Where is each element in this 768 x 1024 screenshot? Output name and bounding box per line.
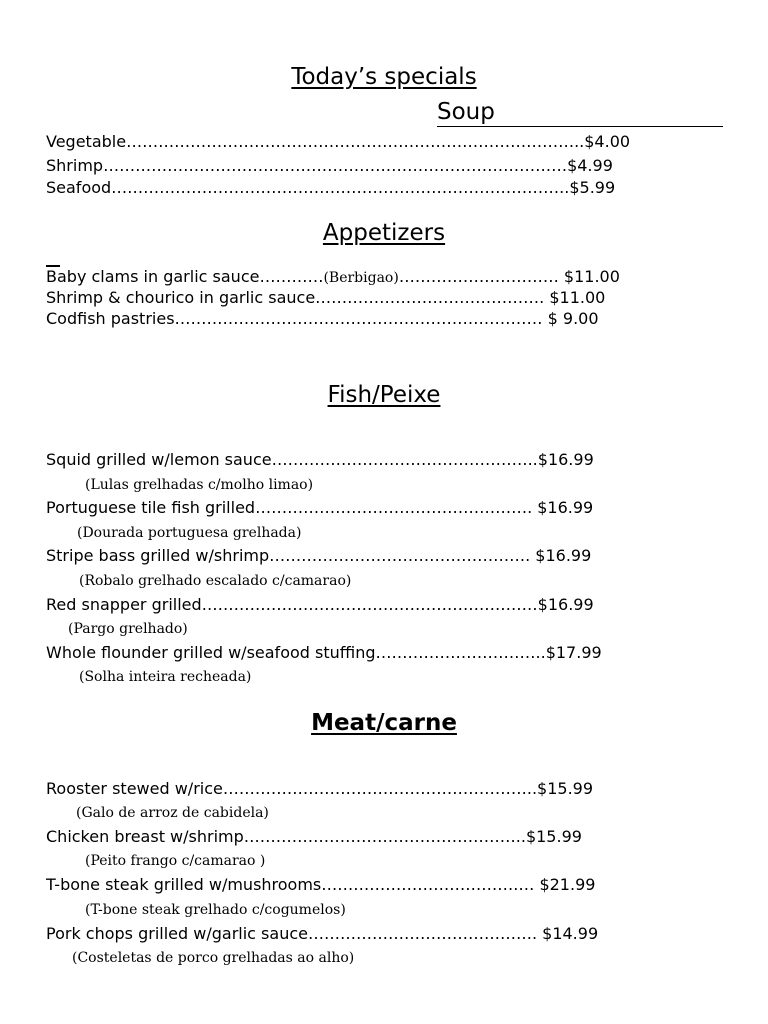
meat-item: Chicken breast w/shrimp……………………………………………..$15.99 [46,827,582,846]
appetizer-name: Baby clams in garlic sauce………… [46,267,324,286]
fish-item: Whole flounder grilled w/seafood stuffing…………………………..$17.99 [46,643,602,662]
meat-item: T-bone steak grilled w/mushrooms……………………………….… $21.99 [46,875,596,894]
fish-item-note: (Robalo grelhado escalado c/camarao) [79,573,352,589]
appetizers-heading: Appetizers [322,220,446,246]
fish-heading: Fish/Peixe [327,382,441,408]
meat-item-note: (Galo de arroz de cabidela) [76,805,269,821]
meat-heading: Meat/carne [311,710,457,736]
appetizer-price: ………………………… $11.00 [398,267,620,286]
appetizer-item: Shrimp & chourico in garlic sauce……………………………………. $11.00 [46,288,606,307]
fish-item-note: (Pargo grelhado) [68,621,188,637]
soup-item: Vegetable…………………………………………………………………………..$4.00 [46,132,631,151]
fish-item-note: (Lulas grelhadas c/molho limao) [85,477,314,493]
appetizer-item: Codfish pastries…………………………………………………………… $ 9.00 [46,309,599,328]
soup-item: Seafood…………………………………………………………………………..$5.99 [46,178,616,197]
meat-item-note: (T-bone steak grelhado c/cogumelos) [85,902,346,918]
appetizer-item [46,267,620,288]
fish-item-note: (Dourada portuguesa grelhada) [77,525,302,541]
meat-item: Rooster stewed w/rice…………………………………………………..$15.99 [46,779,594,798]
soup-heading: Soup [437,99,723,127]
fish-item: Squid grilled w/lemon sauce…………………………………………..$16.99 [46,450,594,469]
page-title: Today’s specials [291,64,477,90]
appetizer-note: (Berbigao) [323,270,399,286]
meat-item: Pork chops grilled w/garlic sauce……………………………………. $14.99 [46,924,599,943]
fish-item: Red snapper grilled………………………………………………………$16.99 [46,595,594,614]
fish-item: Portuguese tile fish grilled……………………………………………. $16.99 [46,498,594,517]
meat-item-note: (Peito frango c/camarao ) [85,853,266,869]
fish-item: Stripe bass grilled w/shrimp…………………………………………. $16.99 [46,546,592,565]
fish-item-note: (Solha inteira recheada) [79,669,252,685]
soup-item: Shrimp……………………………………………………………………………$4.99 [46,156,613,175]
meat-item-note: (Costeletas de porco grelhadas ao alho) [72,950,355,966]
